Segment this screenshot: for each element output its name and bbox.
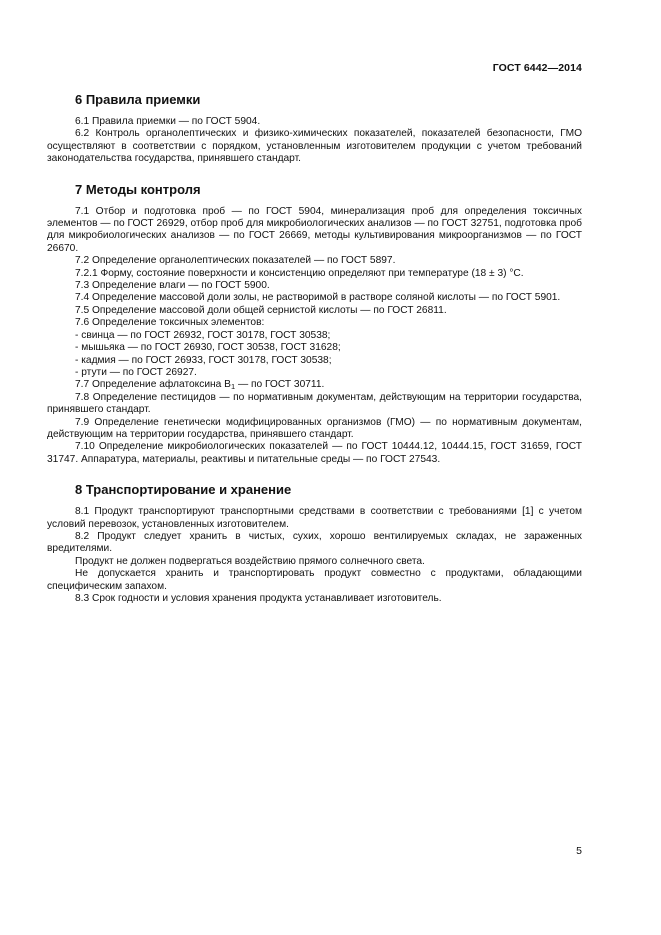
paragraph-7-9: 7.9 Определение генетически модифицированных организмов (ГМО) — по нормативным документам, действующим на территории государства, принявшего стандарт.	[47, 416, 582, 440]
paragraph-7-3: 7.3 Определение влаги — по ГОСТ 5900.	[75, 280, 270, 292]
paragraph-7-7	[47, 379, 582, 391]
paragraph-7-1: 7.1 Отбор и подготовка проб — по ГОСТ 5904, минерализация проб для определения токсичных элементов — по ГОСТ 26929, отбор проб для микробиологических анализов — по ГОСТ 32751, подготовка проб для микробиологических анализов — по ГОСТ 26669, методы культивирования микроорганизмов — по ГОСТ 26670.	[47, 205, 582, 254]
list-item-cadmium: - кадмия — по ГОСТ 26933, ГОСТ 30178, ГОСТ 30538;	[75, 354, 332, 366]
standard-header: ГОСТ 6442—2014	[492, 62, 582, 74]
section-8-title: 8 Транспортирование и хранение	[75, 482, 292, 498]
document-content	[47, 92, 582, 605]
paragraph-7-10: 7.10 Определение микробиологических показателей — по ГОСТ 10444.12, 10444.15, ГОСТ 31659, ГОСТ 31747. Аппаратура, материалы, реактивы и питательные среды — по ГОСТ 27543.	[47, 441, 582, 465]
list-item-arsenic: - мышьяка — по ГОСТ 26930, ГОСТ 30538, ГОСТ 31628;	[75, 342, 341, 354]
paragraph-7-4: 7.4 Определение массовой доли золы, не растворимой в растворе соляной кислоты — по ГОСТ 5901.	[75, 292, 561, 304]
section-7	[47, 182, 582, 467]
aflatoxin-text: 7.7 Определение афлатоксина В	[75, 379, 231, 391]
paragraph-8-2-sunlight: Продукт не должен подвергаться воздействию прямого солнечного света.	[75, 555, 425, 567]
section-7-title: 7 Методы контроля	[75, 181, 201, 197]
section-8	[47, 482, 582, 605]
section-6	[47, 92, 582, 166]
list-item-lead: - свинца — по ГОСТ 26932, ГОСТ 30178, ГОСТ 30538;	[75, 329, 331, 341]
section-6-title: 6 Правила приемки	[75, 92, 201, 107]
paragraph-8-3: 8.3 Срок годности и условия хранения продукта устанавливает изготовитель.	[75, 593, 442, 604]
page-number: 5	[576, 845, 582, 857]
paragraph-8-1: 8.1 Продукт транспортируют транспортными средствами в соответствии с требованиями [1] с учетом условий перевозок, установленных изготовителем.	[47, 506, 582, 530]
paragraph-6-1: 6.1 Правила приемки — по ГОСТ 5904.	[75, 116, 261, 127]
aflatoxin-subscript: 1	[230, 382, 236, 392]
paragraph-8-2: 8.2 Продукт следует хранить в чистых, сухих, хорошо вентилируемых складах, не зараженных вредителями.	[47, 530, 582, 555]
paragraph-7-2-1: 7.2.1 Форму, состояние поверхности и консистенцию определяют при температуре (18 ± 3) °С.	[75, 267, 524, 279]
paragraph-7-6: 7.6 Определение токсичных элементов:	[75, 317, 265, 329]
paragraph-6-2: 6.2 Контроль органолептических и физико-химических показателей, показателей безопасности, ГМО осуществляют в соответствии с порядком, установленным изготовителем продукции с учетом требований законодательства государства, принявшего стандарт.	[47, 128, 582, 165]
aflatoxin-tail: — по ГОСТ 30711.	[235, 379, 325, 391]
paragraph-8-2-odor: Не допускается хранить и транспортировать продукт совместно с продуктами, обладающими специфическим запахом.	[47, 568, 582, 592]
paragraph-7-5: 7.5 Определение массовой доли общей сернистой кислоты — по ГОСТ 26811.	[75, 304, 447, 316]
paragraph-7-8: 7.8 Определение пестицидов — по нормативным документам, действующим на территории государства, принявшего стандарт.	[47, 391, 582, 416]
paragraph-7-2: 7.2 Определение органолептических показателей — по ГОСТ 5897.	[75, 255, 396, 267]
list-item-mercury: - ртути — по ГОСТ 26927.	[75, 366, 197, 378]
